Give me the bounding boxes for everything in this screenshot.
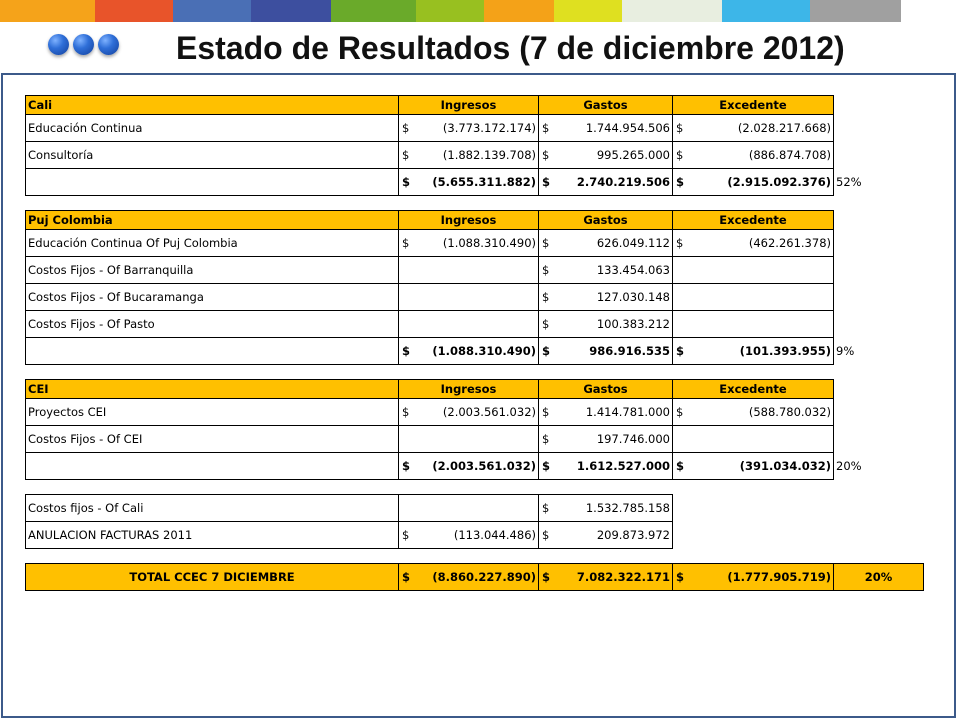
table-row [26,311,924,338]
currency-symbol: $ [542,459,551,473]
percentage-cell [834,169,924,196]
ingresos-cell [399,522,539,549]
decorative-dots [48,34,119,55]
empty-cell [673,495,834,522]
row-label [26,495,399,522]
percentage-cell [834,338,924,365]
col-excedente-header-text: Excedente [719,98,787,112]
section-name-text: Cali [28,98,53,112]
row-label-text: Consultoría [28,148,94,162]
color-bar-segment [810,0,901,22]
empty-cell [539,549,673,564]
grand-total-label-text: TOTAL CCEC 7 DICIEMBRE [129,570,295,584]
spacer-row [26,196,924,211]
currency-symbol: $ [676,570,685,584]
amount-value: (5.655.311.882) [432,175,536,189]
amount-value: 100.383.212 [596,317,670,331]
currency-symbol: $ [542,432,550,446]
empty-cell [834,495,924,522]
empty-cell [834,311,924,338]
empty-cell [834,211,924,230]
ingresos-cell [399,142,539,169]
empty-cell [399,196,539,211]
excedente-cell [673,426,834,453]
color-bar-segment [484,0,554,22]
ingresos-cell [399,257,539,284]
empty-cell [834,196,924,211]
empty-cell [539,365,673,380]
table-row [26,399,924,426]
empty-cell [673,365,834,380]
excedente-cell [673,257,834,284]
col-excedente-header [673,380,834,399]
empty-cell [673,522,834,549]
grand-total-excedente [673,564,834,591]
grand-total-ingresos [399,564,539,591]
row-label [26,115,399,142]
col-ingresos-header-text: Ingresos [440,213,497,227]
currency-symbol: $ [676,121,684,135]
currency-symbol: $ [676,175,685,189]
total-ingresos-cell [399,169,539,196]
row-label [26,230,399,257]
row-label-text: Educación Continua [28,121,143,135]
row-label [26,522,399,549]
section-header-row [26,96,924,115]
empty-cell [834,257,924,284]
row-label [26,257,399,284]
amount-value: (2.003.561.032) [442,405,536,419]
percentage-cell-text: 9% [836,344,855,358]
total-label-cell [26,338,399,365]
amount-value: (2.003.561.032) [432,459,536,473]
table-row [26,115,924,142]
empty-cell [834,426,924,453]
page-title: Estado de Resultados (7 de diciembre 2012) [176,30,845,66]
currency-symbol: $ [402,175,411,189]
empty-cell [834,284,924,311]
col-ingresos-header-text: Ingresos [440,382,497,396]
section-name [26,211,399,230]
ingresos-cell [399,495,539,522]
color-bar-segment [722,0,810,22]
col-excedente-header [673,211,834,230]
excedente-cell [673,230,834,257]
spacer-row [26,480,924,495]
currency-symbol: $ [402,148,410,162]
empty-cell [834,480,924,495]
percentage-cell [834,453,924,480]
amount-value: (1.088.310.490) [442,236,536,250]
gastos-cell [539,230,673,257]
currency-symbol: $ [676,344,685,358]
currency-symbol: $ [676,459,685,473]
total-excedente-cell [673,453,834,480]
total-label-cell [26,169,399,196]
amount-value: 1.612.527.000 [576,459,670,473]
row-label-text: Costos Fijos - Of CEI [28,432,143,446]
amount-value: (588.780.032) [748,405,831,419]
currency-symbol: $ [402,344,411,358]
grand-total-gastos [539,564,673,591]
row-label-text: Costos Fijos - Of Barranquilla [28,263,194,277]
col-ingresos-header [399,211,539,230]
col-ingresos-header-text: Ingresos [440,98,497,112]
grand-total-pct [834,564,924,591]
amount-value: 209.873.972 [596,528,670,542]
amount-value: 127.030.148 [596,290,670,304]
income-statement-table [25,95,924,591]
grand-total-row [26,564,924,591]
gastos-cell [539,284,673,311]
table-row [26,230,924,257]
empty-cell [26,480,399,495]
percentage-cell-text: 20% [836,459,862,473]
excedente-cell [673,399,834,426]
col-gastos-header [539,211,673,230]
excedente-cell [673,311,834,338]
spacer-row [26,365,924,380]
section-total-row [26,453,924,480]
currency-symbol: $ [402,459,411,473]
gastos-cell [539,311,673,338]
currency-symbol: $ [542,236,550,250]
currency-symbol: $ [542,121,550,135]
gastos-cell [539,142,673,169]
amount-value: (462.261.378) [748,236,831,250]
amount-value: 986.916.535 [589,344,670,358]
section-header-row [26,380,924,399]
col-gastos-header [539,96,673,115]
total-gastos-cell [539,453,673,480]
col-gastos-header-text: Gastos [583,213,628,227]
color-bar-segment [622,0,722,22]
empty-cell [834,142,924,169]
ingresos-cell [399,399,539,426]
amount-value: 197.746.000 [596,432,670,446]
amount-value: (101.393.955) [739,344,831,358]
empty-cell [834,522,924,549]
gastos-cell [539,115,673,142]
currency-symbol: $ [542,344,551,358]
top-color-bar [0,0,960,22]
col-excedente-header-text: Excedente [719,382,787,396]
gastos-cell [539,522,673,549]
color-bar-segment [0,0,95,22]
currency-symbol: $ [542,263,550,277]
section-total-row [26,169,924,196]
total-gastos-cell [539,169,673,196]
color-bar-segment [173,0,251,22]
currency-symbol: $ [676,148,684,162]
row-label [26,399,399,426]
amount-value: (3.773.172.174) [442,121,536,135]
table-row [26,284,924,311]
empty-cell [399,480,539,495]
row-label [26,311,399,338]
col-gastos-header-text: Gastos [583,382,628,396]
row-label [26,284,399,311]
blue-dot-icon [73,34,94,55]
col-gastos-header-text: Gastos [583,98,628,112]
currency-symbol: $ [542,317,550,331]
grand-total-label [26,564,399,591]
currency-symbol: $ [542,501,550,515]
amount-value: (1.777.905.719) [727,570,831,584]
amount-value: (391.034.032) [739,459,831,473]
col-excedente-header [673,96,834,115]
section-name-text: Puj Colombia [28,213,113,227]
section-name [26,380,399,399]
amount-value: (113.044.486) [453,528,536,542]
excedente-cell [673,115,834,142]
empty-cell [834,380,924,399]
amount-value: 7.082.322.171 [576,570,670,584]
amount-value: (2.915.092.376) [727,175,831,189]
blue-dot-icon [48,34,69,55]
col-ingresos-header [399,380,539,399]
amount-value: (1.088.310.490) [432,344,536,358]
empty-cell [26,549,399,564]
empty-cell [834,96,924,115]
color-bar-segment [554,0,622,22]
spacer-row [26,549,924,564]
amount-value: 1.744.954.506 [585,121,670,135]
empty-cell [834,365,924,380]
gastos-cell [539,257,673,284]
empty-cell [673,480,834,495]
gastos-cell [539,495,673,522]
currency-symbol: $ [402,121,410,135]
excedente-cell [673,142,834,169]
row-label-text: Costos Fijos - Of Pasto [28,317,155,331]
section-name-text: CEI [28,382,49,396]
empty-cell [834,115,924,142]
currency-symbol: $ [542,528,550,542]
color-bar-segment [331,0,416,22]
empty-cell [673,549,834,564]
currency-symbol: $ [402,570,411,584]
blue-dot-icon [98,34,119,55]
amount-value: (1.882.139.708) [442,148,536,162]
color-bar-segment [416,0,484,22]
row-label-text: Costos Fijos - Of Bucaramanga [28,290,204,304]
total-gastos-cell [539,338,673,365]
table-row [26,522,924,549]
percentage-cell-text: 52% [836,175,862,189]
table-row [26,426,924,453]
empty-cell [539,196,673,211]
ingresos-cell [399,311,539,338]
total-excedente-cell [673,338,834,365]
empty-cell [834,230,924,257]
section-header-row [26,211,924,230]
row-label-text: Costos fijos - Of Cali [28,501,144,515]
row-label-text: ANULACION FACTURAS 2011 [28,528,193,542]
currency-symbol: $ [542,175,551,189]
row-label-text: Educación Continua Of Puj Colombia [28,236,238,250]
table-row [26,142,924,169]
total-ingresos-cell [399,338,539,365]
color-bar-segment [251,0,331,22]
grand-total-pct-text: 20% [864,570,893,584]
ingresos-cell [399,230,539,257]
row-label [26,142,399,169]
ingresos-cell [399,426,539,453]
empty-cell [834,399,924,426]
currency-symbol: $ [402,236,410,250]
gastos-cell [539,426,673,453]
amount-value: (886.874.708) [748,148,831,162]
col-excedente-header-text: Excedente [719,213,787,227]
total-excedente-cell [673,169,834,196]
col-ingresos-header [399,96,539,115]
empty-cell [399,549,539,564]
amount-value: (8.860.227.890) [432,570,536,584]
empty-cell [539,480,673,495]
empty-cell [26,196,399,211]
table-row [26,495,924,522]
currency-symbol: $ [542,570,551,584]
amount-value: 133.454.063 [596,263,670,277]
currency-symbol: $ [676,236,684,250]
amount-value: 626.049.112 [596,236,670,250]
amount-value: 2.740.219.506 [576,175,670,189]
excedente-cell [673,284,834,311]
currency-symbol: $ [542,148,550,162]
empty-cell [834,549,924,564]
empty-cell [673,196,834,211]
amount-value: 995.265.000 [596,148,670,162]
section-name [26,96,399,115]
ingresos-cell [399,284,539,311]
table-row [26,257,924,284]
currency-symbol: $ [676,405,684,419]
amount-value: (2.028.217.668) [737,121,831,135]
currency-symbol: $ [402,528,410,542]
row-label [26,426,399,453]
currency-symbol: $ [542,290,550,304]
currency-symbol: $ [542,405,550,419]
empty-cell [26,365,399,380]
currency-symbol: $ [402,405,410,419]
total-label-cell [26,453,399,480]
section-total-row [26,338,924,365]
col-gastos-header [539,380,673,399]
amount-value: 1.532.785.158 [585,501,670,515]
row-label-text: Proyectos CEI [28,405,107,419]
total-ingresos-cell [399,453,539,480]
ingresos-cell [399,115,539,142]
amount-value: 1.414.781.000 [585,405,670,419]
gastos-cell [539,399,673,426]
color-bar-segment [95,0,173,22]
empty-cell [399,365,539,380]
